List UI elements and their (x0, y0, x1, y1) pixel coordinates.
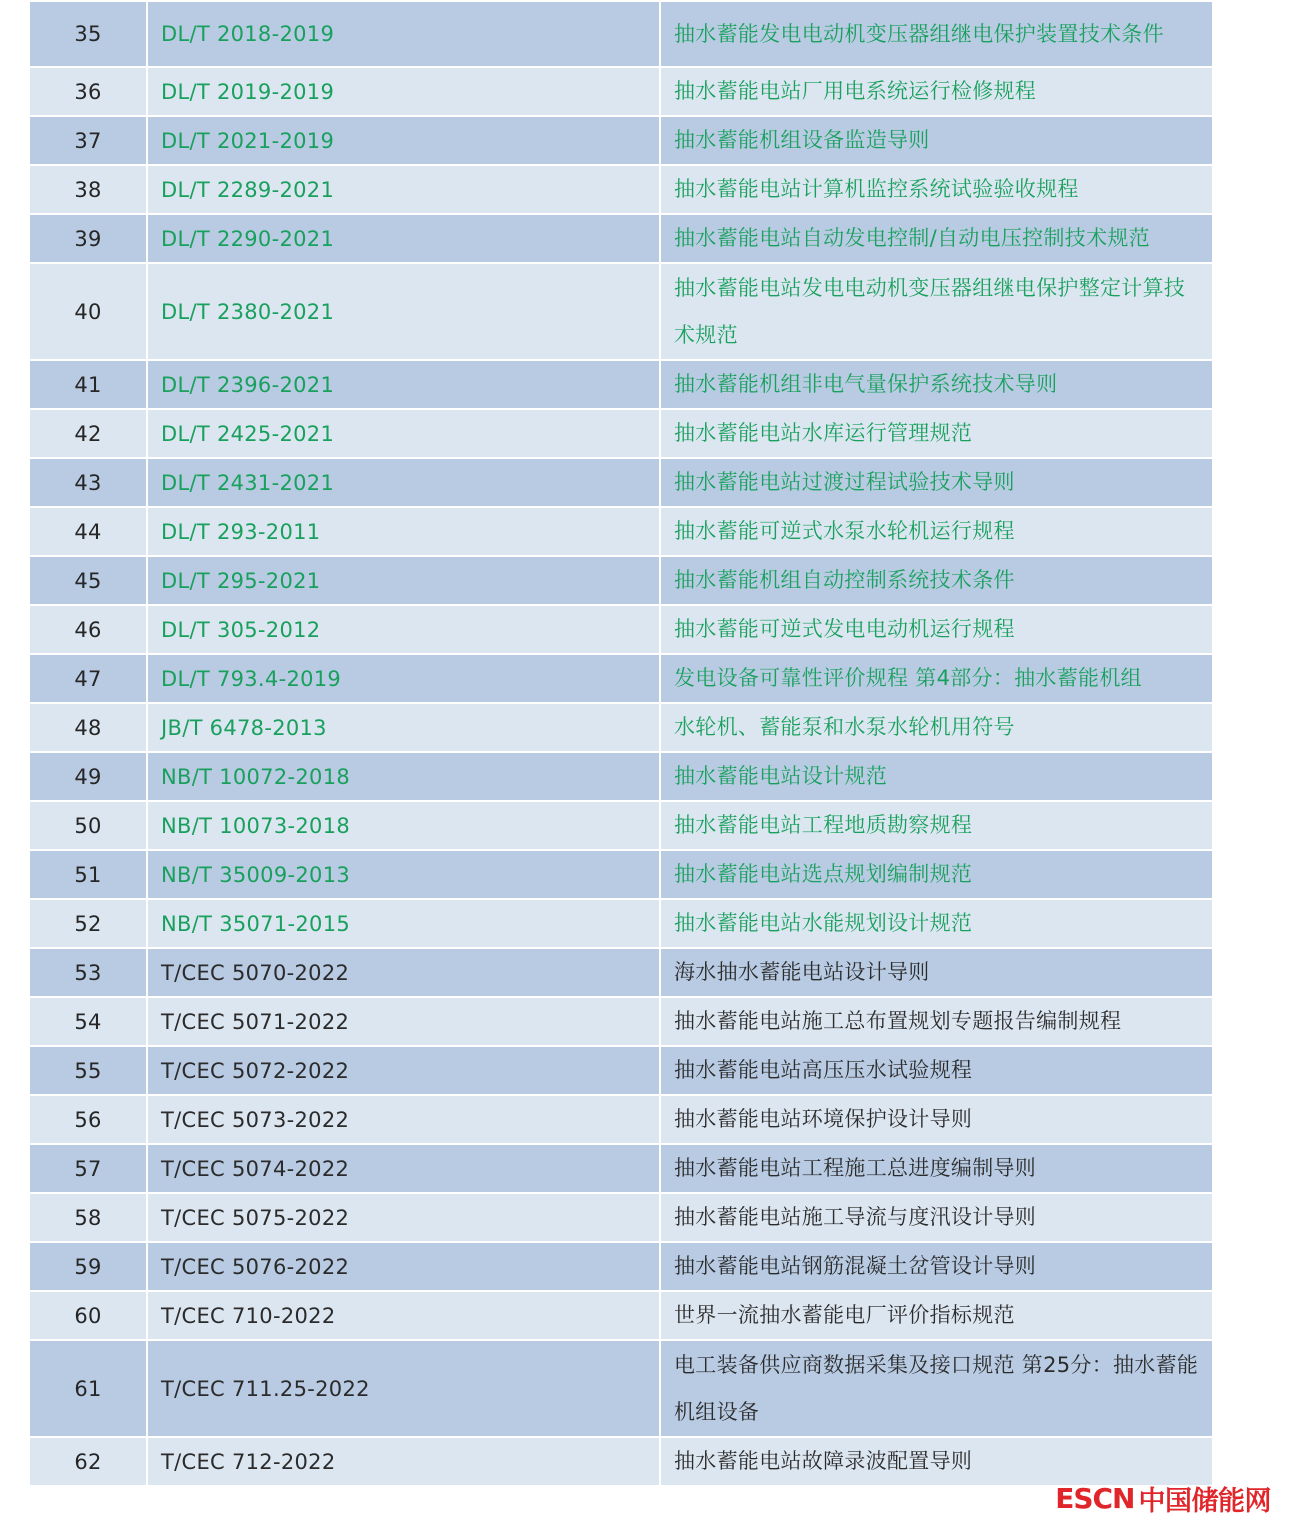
standard-title: 抽水蓄能电站过渡过程试验技术导则 (660, 458, 1213, 507)
standard-code: DL/T 295-2021 (147, 556, 660, 605)
standard-title: 抽水蓄能电站施工导流与度汛设计导则 (660, 1193, 1213, 1242)
table-row (29, 556, 1213, 605)
row-number: 54 (29, 997, 147, 1046)
standard-code: DL/T 2425-2021 (147, 409, 660, 458)
table-row (29, 948, 1213, 997)
standard-code: T/CEC 5076-2022 (147, 1242, 660, 1291)
row-number: 47 (29, 654, 147, 703)
standard-code: DL/T 293-2011 (147, 507, 660, 556)
table-row (29, 67, 1213, 116)
row-number: 39 (29, 214, 147, 263)
row-number: 62 (29, 1437, 147, 1486)
row-number: 40 (29, 263, 147, 360)
standard-title: 抽水蓄能电站设计规范 (660, 752, 1213, 801)
standard-title: 抽水蓄能电站施工总布置规划专题报告编制规程 (660, 997, 1213, 1046)
standard-title: 抽水蓄能电站发电电动机变压器组继电保护整定计算技术规范 (660, 263, 1213, 360)
row-number: 46 (29, 605, 147, 654)
table-row (29, 165, 1213, 214)
standard-title: 抽水蓄能电站水能规划设计规范 (660, 899, 1213, 948)
standard-code: T/CEC 5075-2022 (147, 1193, 660, 1242)
standard-code: DL/T 2018-2019 (147, 1, 660, 67)
row-number: 51 (29, 850, 147, 899)
table-row (29, 1193, 1213, 1242)
table-row (29, 214, 1213, 263)
table-row (29, 605, 1213, 654)
row-number: 49 (29, 752, 147, 801)
standard-code: DL/T 2289-2021 (147, 165, 660, 214)
standard-code: T/CEC 5072-2022 (147, 1046, 660, 1095)
standard-title: 抽水蓄能电站计算机监控系统试验验收规程 (660, 165, 1213, 214)
row-number: 36 (29, 67, 147, 116)
row-number: 42 (29, 409, 147, 458)
standard-title: 抽水蓄能可逆式发电电动机运行规程 (660, 605, 1213, 654)
row-number: 58 (29, 1193, 147, 1242)
table-row (29, 1046, 1213, 1095)
table-row (29, 703, 1213, 752)
standard-title: 抽水蓄能电站厂用电系统运行检修规程 (660, 67, 1213, 116)
table-row (29, 1291, 1213, 1340)
row-number: 48 (29, 703, 147, 752)
standard-code: T/CEC 711.25-2022 (147, 1340, 660, 1437)
table-row (29, 116, 1213, 165)
row-number: 60 (29, 1291, 147, 1340)
standard-title: 抽水蓄能发电电动机变压器组继电保护装置技术条件 (660, 1, 1213, 67)
row-number: 59 (29, 1242, 147, 1291)
standard-title: 抽水蓄能电站选点规划编制规范 (660, 850, 1213, 899)
standard-title: 发电设备可靠性评价规程 第4部分：抽水蓄能机组 (660, 654, 1213, 703)
standard-code: T/CEC 5074-2022 (147, 1144, 660, 1193)
watermark-cn: 中国储能网 (1138, 1485, 1271, 1517)
standard-code: NB/T 10072-2018 (147, 752, 660, 801)
standard-title: 抽水蓄能电站故障录波配置导则 (660, 1437, 1213, 1486)
standard-code: DL/T 305-2012 (147, 605, 660, 654)
row-number: 53 (29, 948, 147, 997)
table-row (29, 507, 1213, 556)
standard-code: DL/T 2019-2019 (147, 67, 660, 116)
standard-title: 抽水蓄能机组自动控制系统技术条件 (660, 556, 1213, 605)
standard-code: DL/T 2380-2021 (147, 263, 660, 360)
standard-title: 世界一流抽水蓄能电厂评价指标规范 (660, 1291, 1213, 1340)
table-row (29, 458, 1213, 507)
standard-code: DL/T 2290-2021 (147, 214, 660, 263)
table-body (29, 1, 1213, 1486)
row-number: 56 (29, 1095, 147, 1144)
row-number: 52 (29, 899, 147, 948)
standard-title: 抽水蓄能机组非电气量保护系统技术导则 (660, 360, 1213, 409)
standard-title: 抽水蓄能电站高压压水试验规程 (660, 1046, 1213, 1095)
standard-title: 抽水蓄能电站自动发电控制/自动电压控制技术规范 (660, 214, 1213, 263)
standard-code: T/CEC 5070-2022 (147, 948, 660, 997)
standards-table (28, 0, 1214, 1487)
escn-watermark-logo (1055, 1480, 1271, 1516)
standard-title: 电工装备供应商数据采集及接口规范 第25分：抽水蓄能机组设备 (660, 1340, 1213, 1437)
standard-code: T/CEC 5073-2022 (147, 1095, 660, 1144)
standard-code: NB/T 35009-2013 (147, 850, 660, 899)
row-number: 45 (29, 556, 147, 605)
table-row (29, 752, 1213, 801)
standard-code: DL/T 2431-2021 (147, 458, 660, 507)
row-number: 37 (29, 116, 147, 165)
standard-title: 抽水蓄能电站水库运行管理规范 (660, 409, 1213, 458)
table-row (29, 801, 1213, 850)
standard-title: 抽水蓄能电站环境保护设计导则 (660, 1095, 1213, 1144)
row-number: 35 (29, 1, 147, 67)
table-row (29, 1242, 1213, 1291)
row-number: 55 (29, 1046, 147, 1095)
table-row (29, 654, 1213, 703)
row-number: 44 (29, 507, 147, 556)
table-row (29, 1144, 1213, 1193)
standard-code: DL/T 2021-2019 (147, 116, 660, 165)
standard-code: T/CEC 712-2022 (147, 1437, 660, 1486)
standard-code: T/CEC 710-2022 (147, 1291, 660, 1340)
table-row (29, 1340, 1213, 1437)
table-row (29, 850, 1213, 899)
row-number: 41 (29, 360, 147, 409)
standard-title: 抽水蓄能电站工程施工总进度编制导则 (660, 1144, 1213, 1193)
watermark-en: ESCN (1055, 1481, 1135, 1515)
standard-title: 抽水蓄能电站工程地质勘察规程 (660, 801, 1213, 850)
standard-title: 抽水蓄能机组设备监造导则 (660, 116, 1213, 165)
row-number: 50 (29, 801, 147, 850)
standard-code: T/CEC 5071-2022 (147, 997, 660, 1046)
table-row (29, 1437, 1213, 1486)
row-number: 61 (29, 1340, 147, 1437)
table-row (29, 899, 1213, 948)
row-number: 38 (29, 165, 147, 214)
table-row (29, 1095, 1213, 1144)
table-row (29, 409, 1213, 458)
standard-title: 水轮机、蓄能泵和水泵水轮机用符号 (660, 703, 1213, 752)
table-row (29, 997, 1213, 1046)
standard-code: DL/T 2396-2021 (147, 360, 660, 409)
standard-code: DL/T 793.4-2019 (147, 654, 660, 703)
standard-title: 海水抽水蓄能电站设计导则 (660, 948, 1213, 997)
standard-title: 抽水蓄能可逆式水泵水轮机运行规程 (660, 507, 1213, 556)
row-number: 57 (29, 1144, 147, 1193)
standard-code: NB/T 10073-2018 (147, 801, 660, 850)
table-row (29, 263, 1213, 360)
standard-title: 抽水蓄能电站钢筋混凝土岔管设计导则 (660, 1242, 1213, 1291)
standard-code: NB/T 35071-2015 (147, 899, 660, 948)
table-row (29, 1, 1213, 67)
table-row (29, 360, 1213, 409)
standard-code: JB/T 6478-2013 (147, 703, 660, 752)
row-number: 43 (29, 458, 147, 507)
